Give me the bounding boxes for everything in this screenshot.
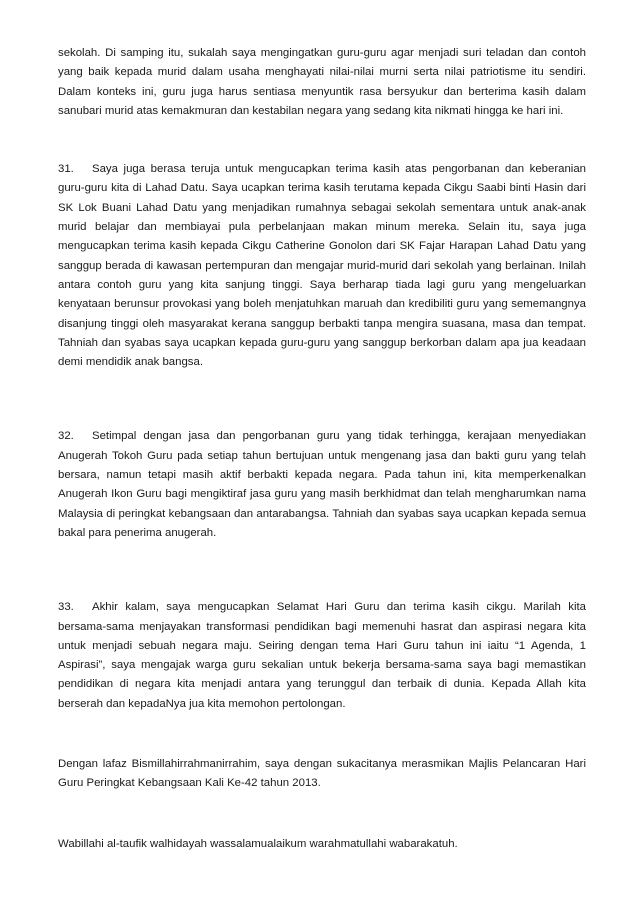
paragraph-spacer	[58, 372, 586, 427]
paragraph-launch	[58, 755, 586, 794]
paragraph-text: Setimpal dengan jasa dan pengorbanan guru yang tidak terhingga, kerajaan menyediakan Anugerah Tokoh Guru pada setiap tahun bertujuan untuk mengenang jasa dan bakti guru yang telah bersara, namun tetapi masih aktif berbakti kepada negara. Pada tahun ini, kita memperkenalkan Anugerah Ikon Guru bagi mengiktiraf jasa guru yang masih berkhidmat dan telah mengharumkan nama Malaysia di peringkat kebangsaan dan antarabangsa. Tahniah dan syabas saya ucapkan kepada semua bakal para penerima anugerah.	[58, 430, 586, 539]
paragraph-spacer	[58, 794, 586, 835]
paragraph-spacer	[58, 714, 586, 755]
paragraph-spacer	[58, 543, 586, 598]
paragraph-text: Saya juga berasa teruja untuk mengucapkan terima kasih atas pengorbanan dan keberanian guru-guru kita di Lahad Datu. Saya ucapkan terima kasih terutama kepada Cikgu Saabi binti Hasin dari SK Lok Buani Lahad Datu yang menjadikan rumahnya sebagai sekolah sementara untuk anak-anak murid belajar dan membiayai pula perbelanjaan makan minum mereka. Selain itu, saya juga mengucapkan terima kasih kepada Cikgu Catherine Gonolon dari SK Fajar Harapan Lahad Datu yang sanggup berada di kawasan pertempuran dan mengajar murid-murid dari sekolah yang berlainan. Inilah antara contoh guru yang kita sanjung tinggi. Saya berharap tiada lagi guru yang mengeluarkan kenyataan berunsur provokasi yang boleh menjatuhkan maruah dan kredibiliti guru yang sememangnya disanjung tinggi oleh masyarakat kerana sanggup berbakti tanpa mengira suasana, masa dan tempat. Tahniah dan syabas saya ucapkan kepada guru-guru yang sanggup berkorban dalam apa jua keadaan demi mendidik anak bangsa.	[58, 163, 586, 369]
paragraph-text: Dengan lafaz Bismillahirrahmanirrahim, saya dengan sukacitanya merasmikan Majlis Pelancaran Hari Guru Peringkat Kebangsaan Kali Ke-42 tahun 2013.	[58, 758, 586, 790]
paragraph-text: sekolah. Di samping itu, sukalah saya mengingatkan guru-guru agar menjadi suri teladan dan contoh yang baik kepada murid dalam usaha menghayati nilai-nilai murni serta nilai patriotisme itu sendiri. Dalam konteks ini, guru juga harus sentiasa menyuntik rasa bersyukur dan berterima kasih dalam sanubari murid atas kemakmuran dan kestabilan negara yang sedang kita nikmati hingga ke hari ini.	[58, 47, 586, 117]
paragraph-text: Akhir kalam, saya mengucapkan Selamat Hari Guru dan terima kasih cikgu. Marilah kita bersama-sama menjayakan transformasi pendidikan bagi memenuhi hasrat dan aspirasi negara kita untuk menjadi sebuah negara maju. Seiring dengan tema Hari Guru tahun ini iaitu “1 Agenda, 1 Aspirasi”, saya mengajak warga guru sekalian untuk bekerja bersama-sama saya bagi memastikan pendidikan di negara kita menjadi antara yang terunggul dan terbaik di dunia. Kepada Allah kita berserah dan kepadaNya jua kita memohon pertolongan.	[58, 601, 586, 710]
paragraph-continuation	[58, 44, 586, 121]
paragraph-number: 32.	[58, 430, 74, 443]
paragraph-33	[58, 598, 586, 714]
paragraph-32	[58, 427, 586, 543]
paragraph-31	[58, 160, 586, 372]
paragraph-text: Wabillahi al-taufik walhidayah wassalamualaikum warahmatullahi wabarakatuh.	[58, 837, 458, 850]
paragraph-spacer	[58, 121, 586, 160]
paragraph-closing	[58, 835, 586, 854]
paragraph-number: 33.	[58, 601, 74, 614]
document-page	[58, 44, 586, 854]
paragraph-number: 31.	[58, 163, 74, 176]
